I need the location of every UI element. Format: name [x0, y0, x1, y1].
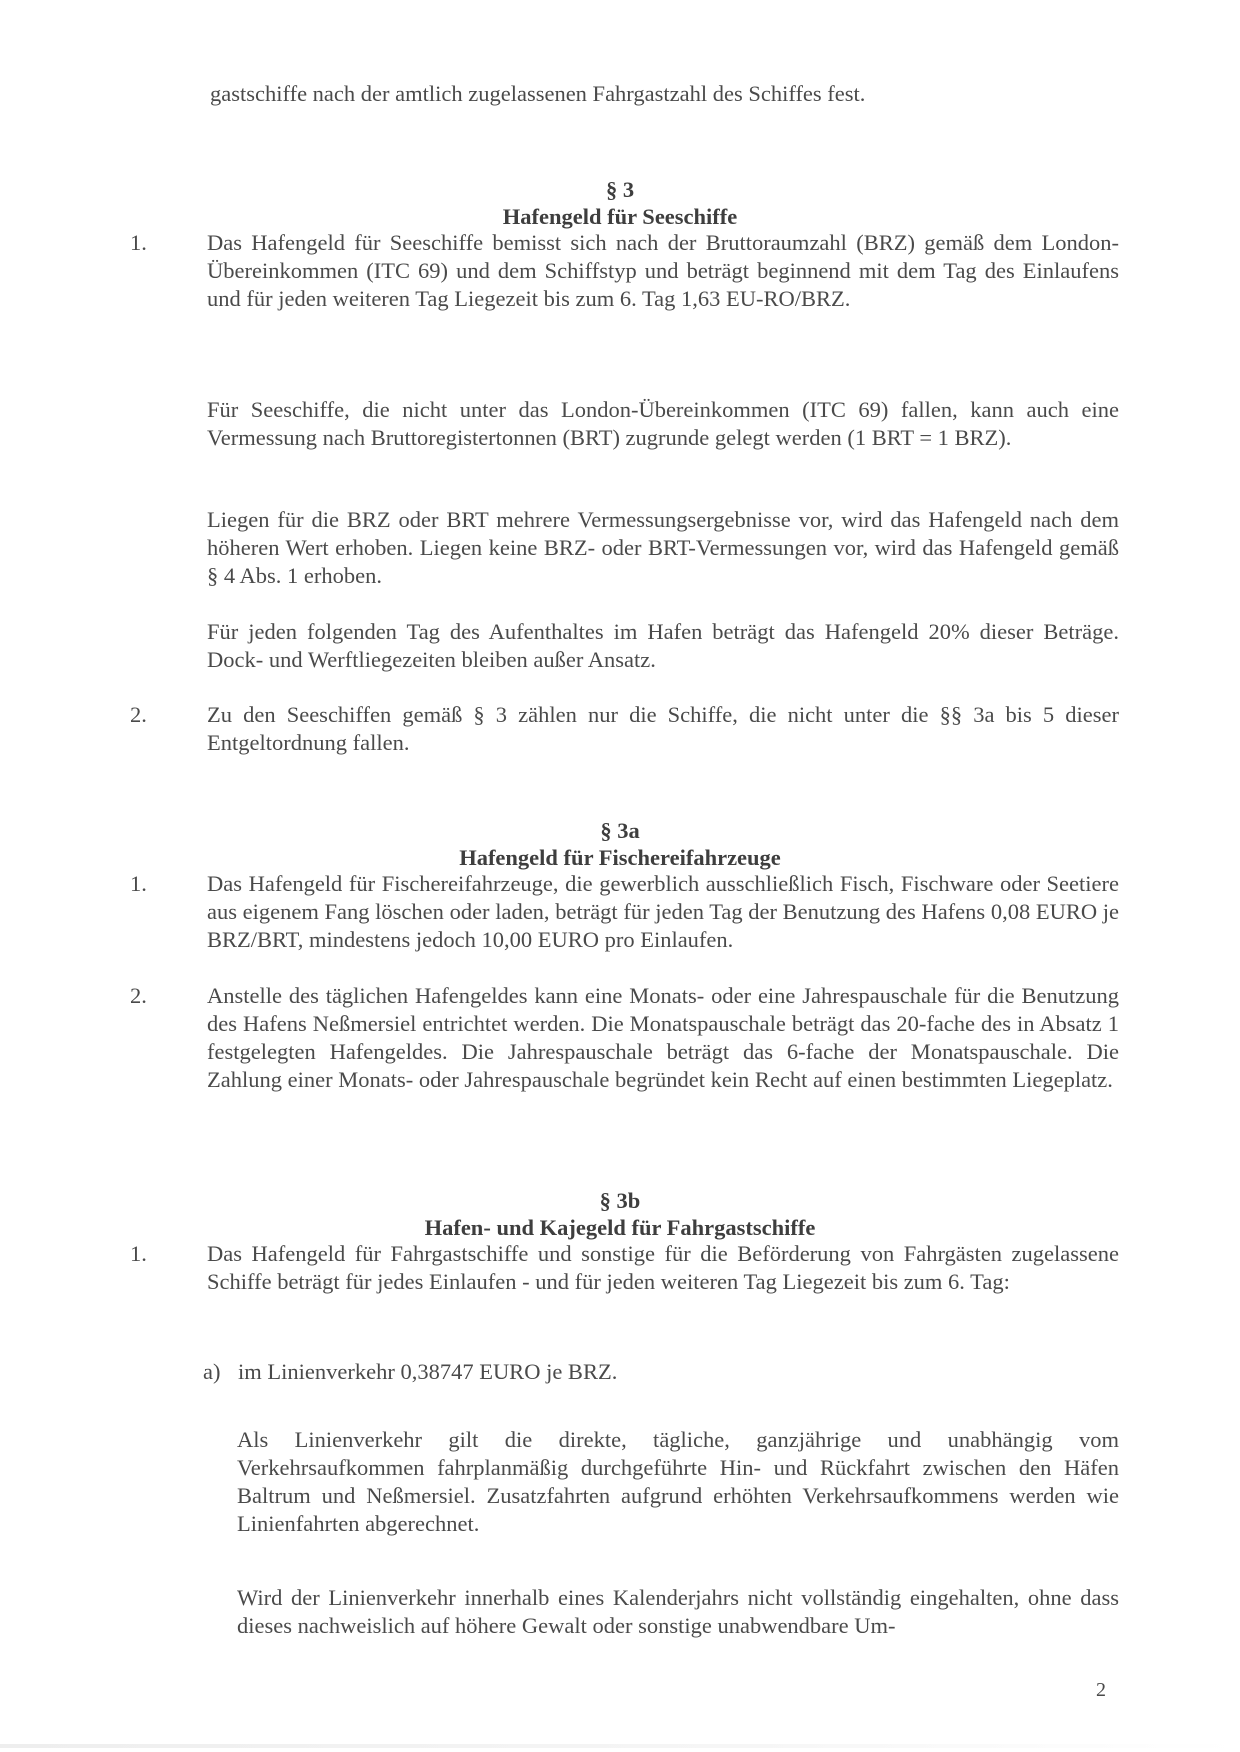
continuation-text: gastschiffe nach der amtlich zugelassenen Fahrgastzahl des Schiffes fest.	[210, 81, 866, 106]
section-number: § 3	[605, 177, 635, 202]
paragraph: Wird der Linienverkehr innerhalb eines Kalenderjahrs nicht vollständig eingehalten, ohne dass dieses nachweislich auf höhere Gewalt oder sonstige unabwendbare Um-	[237, 1585, 1119, 1638]
paragraph: Für Seeschiffe, die nicht unter das London-Übereinkommen (ITC 69) fallen, kann auch eine Vermessung nach Bruttoregistertonnen (BRT) zugrunde gelegt werden (1 BRT = 1 BRZ).	[207, 397, 1119, 450]
paragraph: Das Hafengeld für Fischereifahrzeuge, die gewerblich ausschließlich Fisch, Fischware oder Seetiere aus eigenem Fang löschen oder laden, beträgt für jeden Tag der Benutzung des Hafens 0,08 EURO je BRZ/BRT, mindestens jedoch 10,00 EURO pro Einlaufen.	[207, 871, 1119, 952]
page-number: 2	[1096, 1679, 1106, 1701]
section-title: Hafengeld für Seeschiffe	[502, 204, 738, 229]
paragraph: Als Linienverkehr gilt die direkte, tägliche, ganzjährige und unabhängig vom Verkehrsaufkommen fahrplanmäßig durchgeführte Hin- und Rückfahrt zwischen den Häfen Baltrum und Neßmersiel. Zusatzfahrten aufgrund erhöhten Verkehrsaufkommens werden wie Linienfahrten abgerechnet.	[237, 1427, 1119, 1536]
section-title: Hafen- und Kajegeld für Fahrgastschiffe	[424, 1215, 816, 1240]
sub-item-label: a)	[203, 1359, 221, 1384]
section-number: § 3b	[599, 1188, 641, 1213]
paragraph: Das Hafengeld für Seeschiffe bemisst sich nach der Bruttoraumzahl (BRZ) gemäß dem London-Übereinkommen (ITC 69) und dem Schiffstyp und beträgt beginnend mit dem Tag des Einlaufens und für jeden weiteren Tag Liegezeit bis zum 6. Tag 1,63 EU-RO/BRZ.	[207, 230, 1119, 311]
section-number: § 3a	[600, 818, 640, 843]
paragraph: Das Hafengeld für Fahrgastschiffe und sonstige für die Beförderung von Fahrgästen zugelassene Schiffe beträgt für jedes Einlaufen - und für jeden weiteren Tag Liegezeit bis zum 6. Tag:	[207, 1241, 1119, 1294]
scan-edge-divider	[0, 1744, 1240, 1748]
paragraph: Für jeden folgenden Tag des Aufenthaltes im Hafen beträgt das Hafengeld 20% dieser Beträge. Dock- und Werftliegezeiten bleiben außer Ansatz.	[207, 619, 1119, 672]
paragraph: Anstelle des täglichen Hafengeldes kann eine Monats- oder eine Jahrespauschale für die Benutzung des Hafens Neßmersiel entrichtet werden. Die Monatspauschale beträgt das 20-fache des in Absatz 1 festgelegten Hafengeldes. Die Jahrespauschale beträgt das 6-fache der Monatspauschale. Die Zahlung einer Monats- oder Jahrespauschale begründet kein Recht auf einen bestimmten Liegeplatz.	[207, 983, 1119, 1092]
paragraph: Zu den Seeschiffen gemäß § 3 zählen nur die Schiffe, die nicht unter die §§ 3a bis 5 dieser Entgeltordnung fallen.	[207, 702, 1119, 755]
item-number: 1.	[130, 230, 147, 255]
paragraph: Liegen für die BRZ oder BRT mehrere Vermessungsergebnisse vor, wird das Hafengeld nach dem höheren Wert erhoben. Liegen keine BRZ- oder BRT-Vermessungen vor, wird das Hafengeld gemäß § 4 Abs. 1 erhoben.	[207, 507, 1119, 588]
item-number: 1.	[130, 871, 147, 896]
item-number: 1.	[130, 1241, 147, 1266]
sub-item-text: im Linienverkehr 0,38747 EURO je BRZ.	[238, 1359, 618, 1384]
item-number: 2.	[130, 983, 147, 1008]
section-title: Hafengeld für Fischereifahrzeuge	[459, 845, 781, 870]
item-number: 2.	[130, 702, 147, 727]
